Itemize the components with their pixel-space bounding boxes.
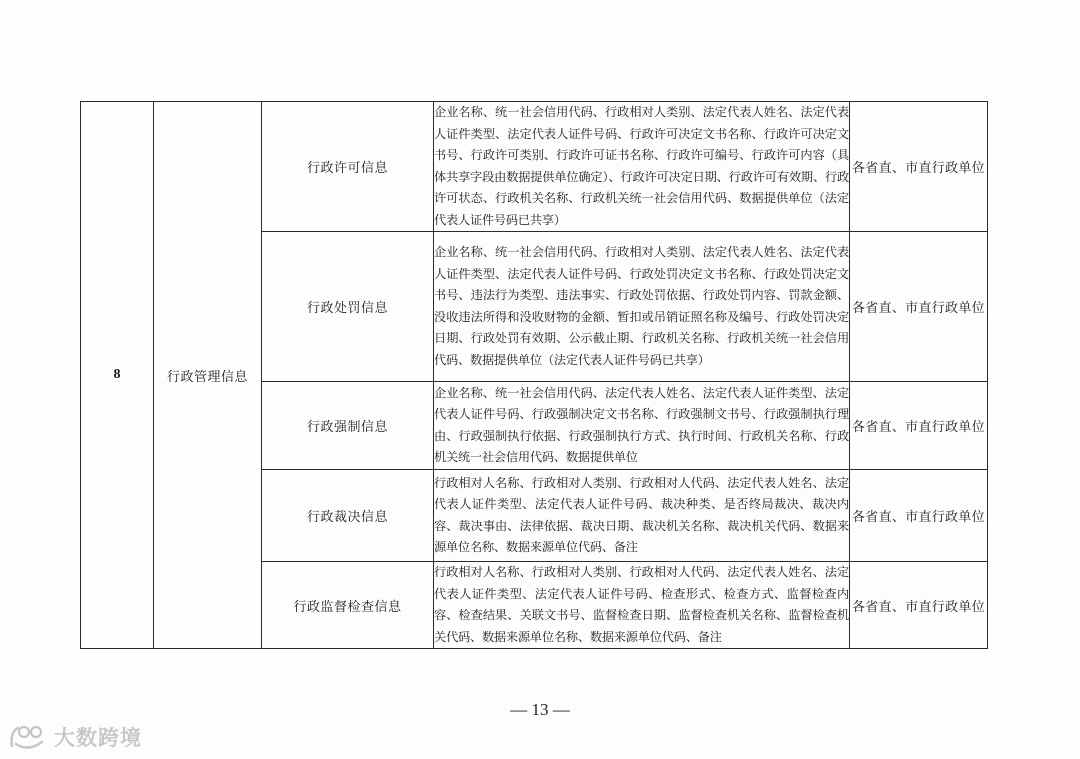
fields-cell: 行政相对人名称、行政相对人类别、行政相对人代码、法定代表人姓名、法定代表人证件类型、法定代表人证件号码、检查形式、检查方式、监督检查内容、检查结果、关联文书号、监督检查日期、监督检查机关名称、监督检查机关代码、数据来源单位名称、数据来源单位代码、备注 xyxy=(434,562,850,649)
fields-cell: 行政相对人名称、行政相对人类别、行政相对人代码、法定代表人姓名、法定代表人证件类型、法定代表人证件号码、裁决种类、是否终局裁决、裁决内容、裁决事由、法律依据、裁决日期、裁决机关名称、裁决机关代码、数据来源单位名称、数据来源单位代码、备注 xyxy=(434,470,850,562)
page-number: — 13 — xyxy=(510,700,570,719)
category-cell: 行政管理信息 xyxy=(154,102,262,649)
fields-cell: 企业名称、统一社会信用代码、法定代表人姓名、法定代表人证件类型、法定代表人证件号码、行政强制决定文书名称、行政强制文书号、行政强制执行理由、行政强制执行依据、行政强制执行方式、执行时间、行政机关名称、行政机关统一社会信用代码、数据提供单位 xyxy=(434,382,850,470)
info-type-cell: 行政许可信息 xyxy=(262,102,434,232)
fields-cell: 企业名称、统一社会信用代码、行政相对人类别、法定代表人姓名、法定代表人证件类型、法定代表人证件号码、行政处罚决定文书名称、行政处罚决定文书号、违法行为类型、违法事实、行政处罚依据、行政处罚内容、罚款金额、没收违法所得和没收财物的金额、暂扣或吊销证照名称及编号、行政处罚决定日期、行政处罚有效期、公示截止期、行政机关名称、行政机关统一社会信用代码、数据提供单位（法定代表人证件号码已共享） xyxy=(434,232,850,382)
info-type-cell: 行政监督检查信息 xyxy=(262,562,434,649)
watermark-text: 大数跨境 xyxy=(54,726,142,750)
info-type-cell: 行政强制信息 xyxy=(262,382,434,470)
info-type-cell: 行政裁决信息 xyxy=(262,470,434,562)
provider-unit-cell: 各省直、市直行政单位 xyxy=(850,562,988,649)
table-row xyxy=(81,102,988,232)
fields-cell: 企业名称、统一社会信用代码、行政相对人类别、法定代表人姓名、法定代表人证件类型、法定代表人证件号码、行政许可决定文书名称、行政许可决定文书号、行政许可类别、行政许可证书名称、行政许可编号、行政许可内容（具体共享字段由数据提供单位确定）、行政许可决定日期、行政许可有效期、行政许可状态、行政机关名称、行政机关统一社会信用代码、数据提供单位（法定代表人证件号码已共享） xyxy=(434,102,850,232)
info-type-cell: 行政处罚信息 xyxy=(262,232,434,382)
provider-unit-cell: 各省直、市直行政单位 xyxy=(850,470,988,562)
row-number: 8 xyxy=(81,102,154,649)
provider-unit-cell: 各省直、市直行政单位 xyxy=(850,232,988,382)
provider-unit-cell: 各省直、市直行政单位 xyxy=(850,102,988,232)
watermark xyxy=(8,722,142,752)
brand-logo-icon xyxy=(8,722,50,752)
info-table xyxy=(80,101,988,649)
provider-unit-cell: 各省直、市直行政单位 xyxy=(850,382,988,470)
